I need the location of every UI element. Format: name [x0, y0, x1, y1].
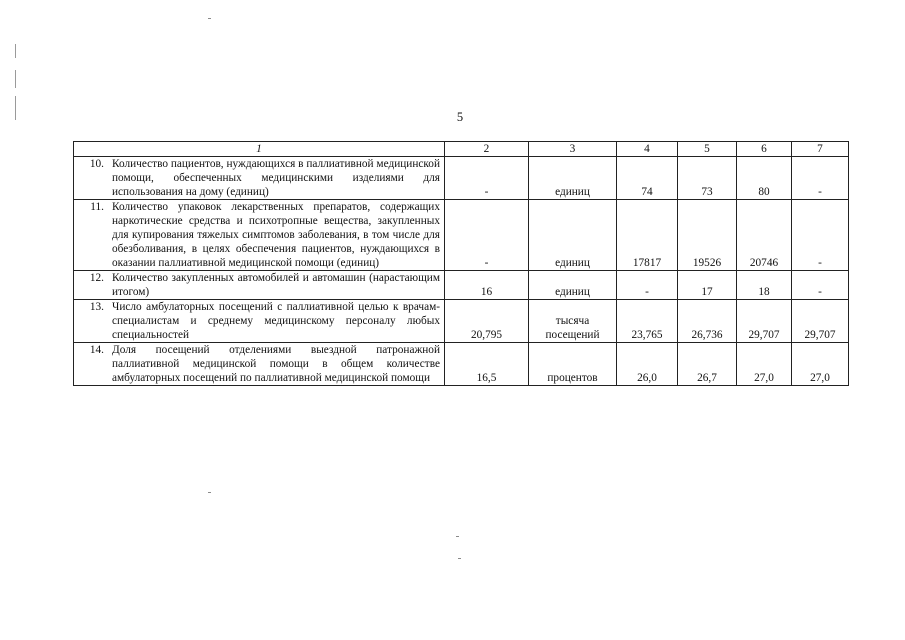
unit-cell: единиц — [529, 200, 617, 271]
col-header-1: 1 — [74, 142, 445, 157]
row-number: 12. — [89, 272, 104, 284]
indicator-cell — [74, 343, 445, 386]
indicator-description: Количество пациентов, нуждающихся в паллиативной медицинской помощи, обеспеченных медицинскими изделиями для использования на дому (единиц) — [112, 158, 440, 198]
indicator-cell — [74, 300, 445, 343]
value-col6-cell: 29,707 — [737, 300, 792, 343]
indicator-description: Количество упаковок лекарственных препаратов, содержащих наркотические средства и психотропные вещества, закупленных для купирования тяжелых симптомов заболевания, в том числе для обезболивания, в целях обеспечения пациентов, нуждающихся в оказании паллиативной медицинской помощи (единиц) — [112, 201, 440, 269]
scan-speck — [456, 536, 459, 537]
row-number: 14. — [89, 344, 104, 356]
indicator-description: Доля посещений отделениями выездной патронажной паллиативной медицинской помощи в общем количестве амбулаторных посещений по паллиативной медицинской помощи — [112, 344, 440, 384]
row-number: 13. — [89, 301, 104, 313]
value-col6-cell: 80 — [737, 157, 792, 200]
scan-speck — [458, 558, 461, 559]
value-col5-cell: 26,736 — [678, 300, 737, 343]
col-header-7: 7 — [792, 142, 849, 157]
table-row — [74, 271, 849, 300]
table-header — [74, 142, 849, 157]
indicator-cell — [74, 271, 445, 300]
indicator-cell — [74, 200, 445, 271]
value-col7-cell: 29,707 — [792, 300, 849, 343]
table-row — [74, 157, 849, 200]
col-header-6: 6 — [737, 142, 792, 157]
base-value-cell: - — [445, 200, 529, 271]
col-header-3: 3 — [529, 142, 617, 157]
value-col6-cell: 20746 — [737, 200, 792, 271]
base-value-cell: - — [445, 157, 529, 200]
indicator-description: Количество закупленных автомобилей и автомашин (нарастающим итогом) — [112, 272, 440, 298]
col-header-5: 5 — [678, 142, 737, 157]
value-col7-cell: - — [792, 271, 849, 300]
value-col5-cell: 73 — [678, 157, 737, 200]
value-col5-cell: 17 — [678, 271, 737, 300]
base-value-cell: 16,5 — [445, 343, 529, 386]
value-col7-cell: - — [792, 200, 849, 271]
unit-cell: единиц — [529, 157, 617, 200]
row-number: 10. — [89, 158, 104, 170]
table-body — [74, 157, 849, 386]
scan-speck — [208, 492, 211, 493]
value-col5-cell: 26,7 — [678, 343, 737, 386]
value-col7-cell: 27,0 — [792, 343, 849, 386]
value-col4-cell: - — [617, 271, 678, 300]
indicator-cell — [74, 157, 445, 200]
row-number: 11. — [90, 201, 104, 213]
value-col6-cell: 18 — [737, 271, 792, 300]
table-row — [74, 200, 849, 271]
value-col5-cell: 19526 — [678, 200, 737, 271]
value-col4-cell: 23,765 — [617, 300, 678, 343]
page-number: 5 — [456, 110, 464, 124]
col-header-4: 4 — [617, 142, 678, 157]
unit-cell: тысяча посещений — [529, 300, 617, 343]
value-col7-cell: - — [792, 157, 849, 200]
indicators-table — [73, 141, 849, 386]
value-col6-cell: 27,0 — [737, 343, 792, 386]
base-value-cell: 16 — [445, 271, 529, 300]
table-row — [74, 300, 849, 343]
value-col4-cell: 74 — [617, 157, 678, 200]
table-row — [74, 343, 849, 386]
unit-cell: процентов — [529, 343, 617, 386]
indicator-description: Число амбулаторных посещений с паллиативной целью к врачам-специалистам и среднему медицинскому персоналу любых специальностей — [112, 301, 440, 341]
value-col4-cell: 17817 — [617, 200, 678, 271]
value-col4-cell: 26,0 — [617, 343, 678, 386]
base-value-cell: 20,795 — [445, 300, 529, 343]
scan-speck — [208, 18, 211, 19]
header-row — [74, 142, 849, 157]
unit-cell: единиц — [529, 271, 617, 300]
col-header-2: 2 — [445, 142, 529, 157]
